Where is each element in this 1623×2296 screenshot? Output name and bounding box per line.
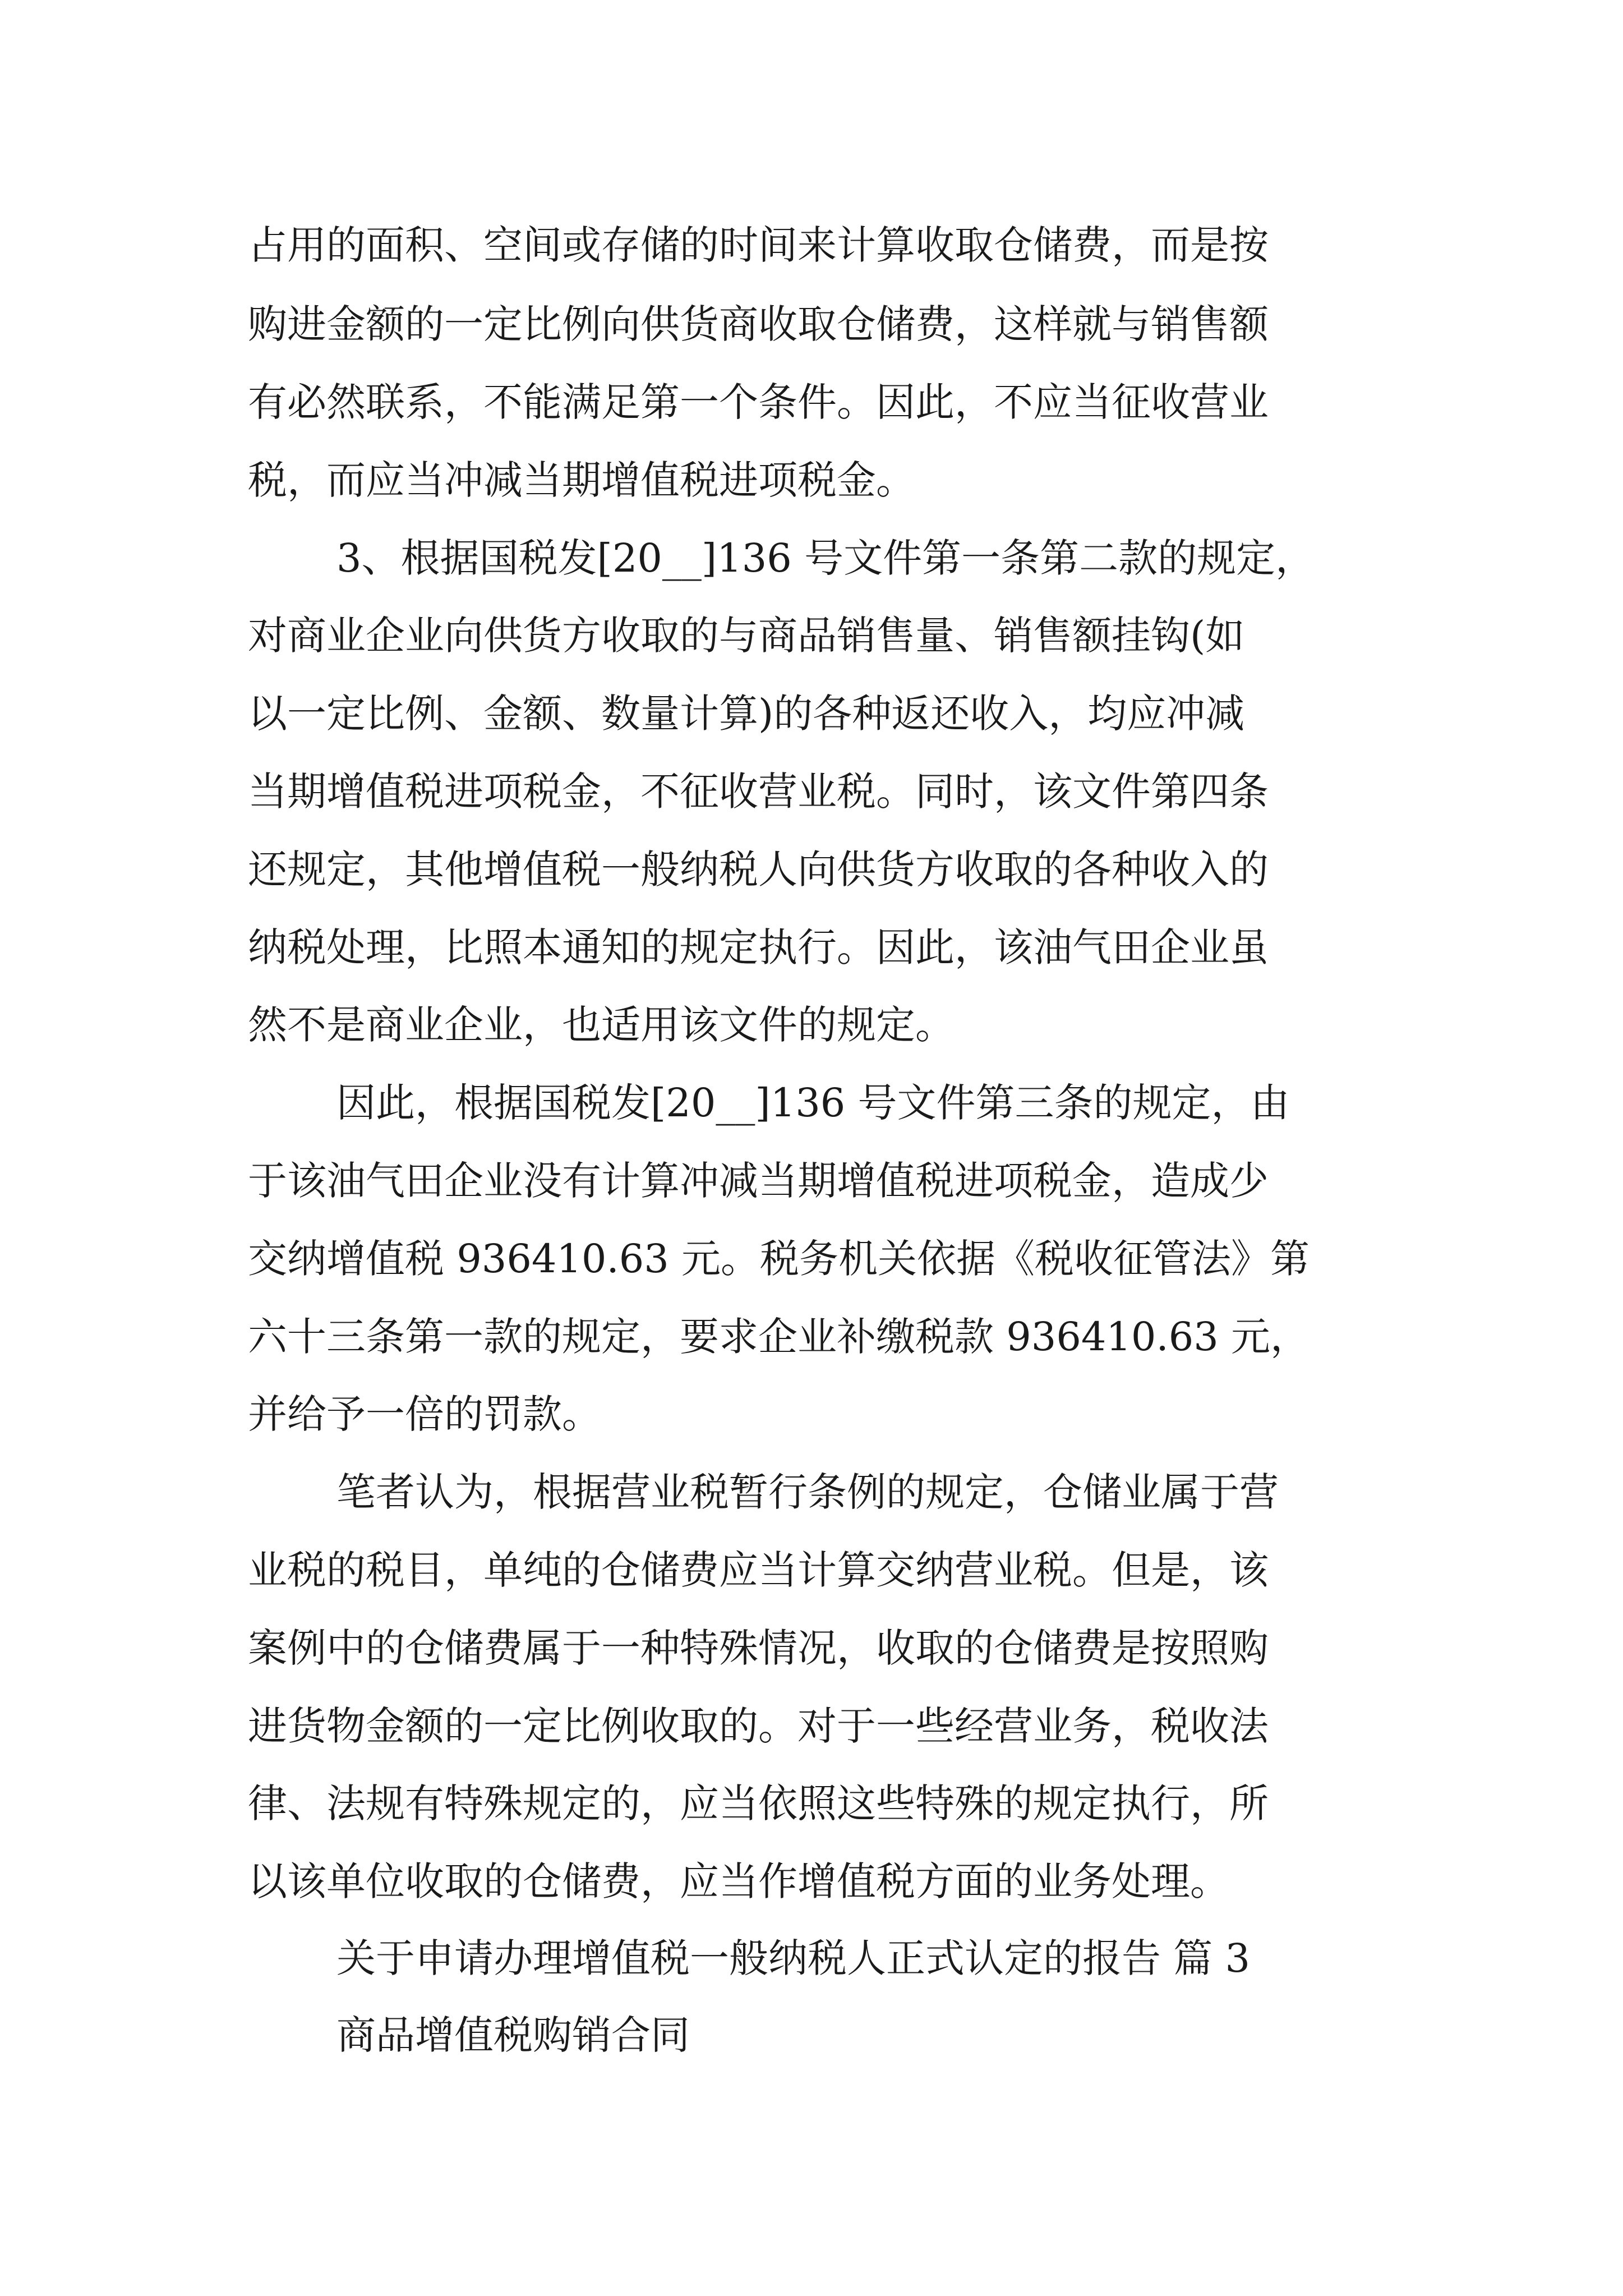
paragraph-line: 3、根据国税发[20__]136 号文件第一条第二款的规定， (336, 535, 1315, 581)
paragraph-line: 律、法规有特殊规定的，应当依照这些特殊的规定执行，所 (248, 1780, 1269, 1826)
paragraph-line: 进货物金额的一定比例收取的。对于一些经营业务，税收法 (248, 1703, 1269, 1749)
paragraph-line: 于该油气田企业没有计算冲减当期增值税进项税金，造成少 (248, 1158, 1269, 1204)
paragraph-line: 以该单位收取的仓储费，应当作增值税方面的业务处理。 (248, 1858, 1229, 1904)
paragraph-line: 然不是商业企业，也适用该文件的规定。 (248, 1002, 955, 1048)
paragraph-line: 交纳增值税 936410.63 元。税务机关依据《税收征管法》第 (248, 1236, 1310, 1282)
paragraph-line: 对商业企业向供货方收取的与商品销售量、销售额挂钩(如 (248, 613, 1245, 659)
paragraph-line: 税，而应当冲减当期增值税进项税金。 (248, 457, 915, 503)
section-heading: 关于申请办理增值税一般纳税人正式认定的报告 篇 3 (336, 1935, 1251, 1981)
paragraph-line: 还规定，其他增值税一般纳税人向供货方收取的各种收入的 (248, 846, 1269, 892)
section-subheading: 商品增值税购销合同 (336, 2012, 690, 2058)
paragraph-line: 有必然联系，不能满足第一个条件。因此，不应当征收营业 (248, 379, 1269, 425)
paragraph-line: 以一定比例、金额、数量计算)的各种返还收入，均应冲减 (248, 691, 1245, 737)
paragraph-line: 当期增值税进项税金，不征收营业税。同时，该文件第四条 (248, 769, 1269, 815)
paragraph-line: 六十三条第一款的规定，要求企业补缴税款 936410.63 元， (248, 1314, 1310, 1360)
paragraph-line: 并给予一倍的罚款。 (248, 1391, 601, 1437)
paragraph-line: 案例中的仓储费属于一种特殊情况，收取的仓储费是按照购 (248, 1625, 1269, 1671)
paragraph-line: 因此，根据国税发[20__]136 号文件第三条的规定，由 (336, 1080, 1290, 1126)
paragraph-line: 笔者认为，根据营业税暂行条例的规定，仓储业属于营 (336, 1469, 1279, 1515)
paragraph-line: 购进金额的一定比例向供货商收取仓储费，这样就与销售额 (248, 301, 1269, 347)
paragraph-line: 纳税处理，比照本通知的规定执行。因此，该油气田企业虽 (248, 924, 1269, 970)
paragraph-line: 业税的税目，单纯的仓储费应当计算交纳营业税。但是，该 (248, 1547, 1269, 1593)
paragraph-line: 占用的面积、空间或存储的时间来计算收取仓储费，而是按 (248, 222, 1269, 268)
